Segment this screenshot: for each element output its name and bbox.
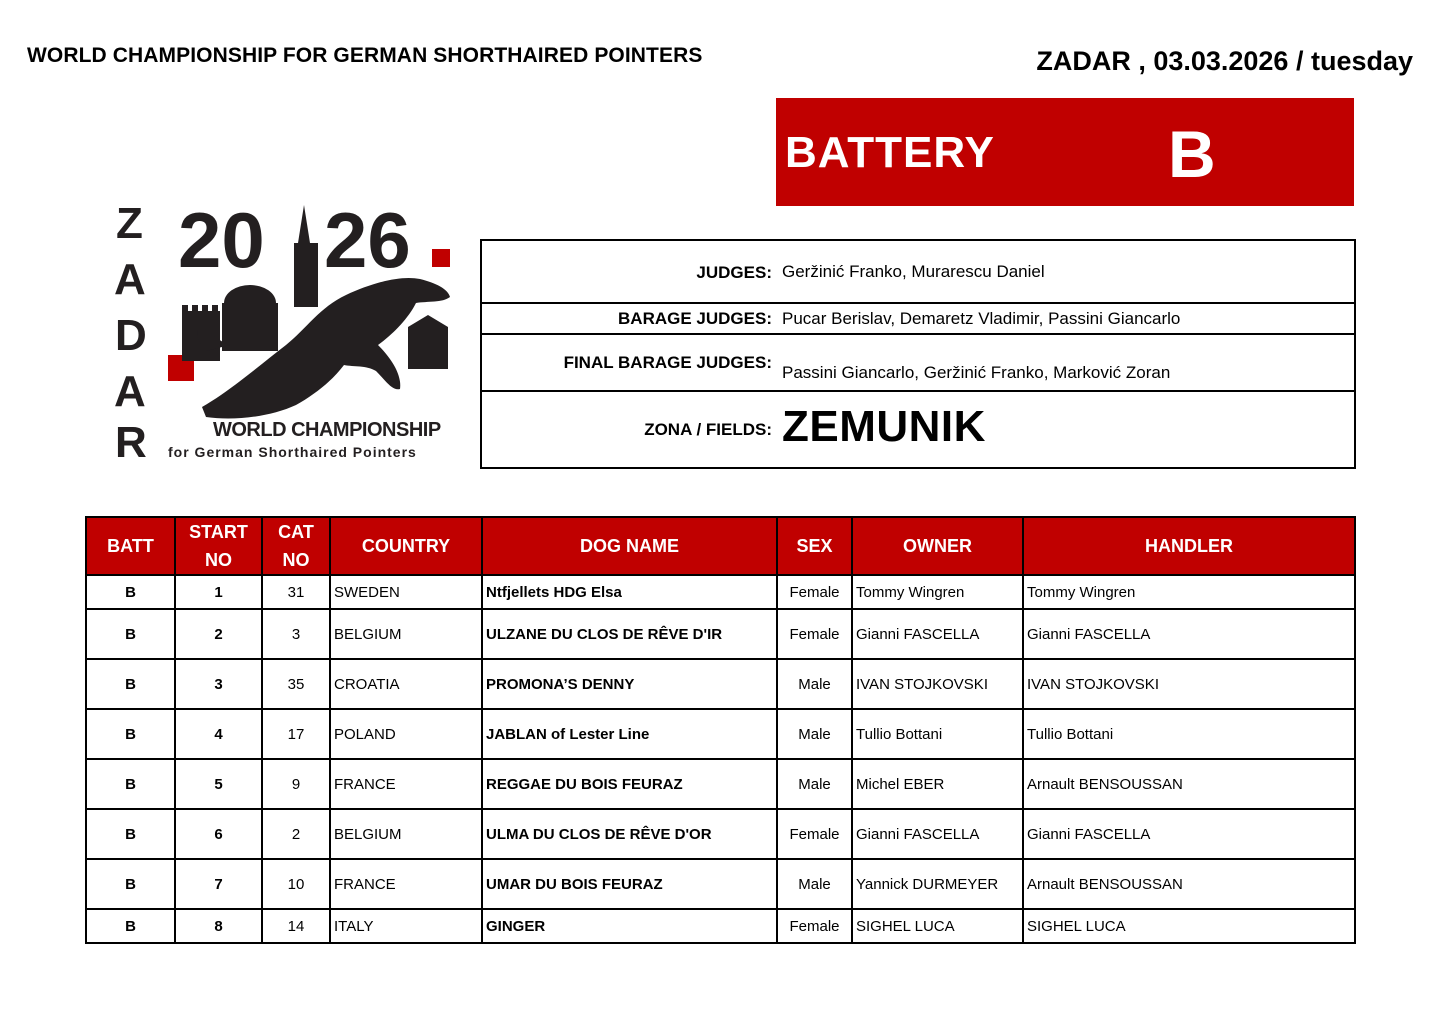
cell-country: BELGIUM: [330, 809, 482, 859]
header-owner: OWNER: [852, 517, 1023, 575]
table-row: [86, 859, 1355, 909]
logo-year-left: 20: [178, 196, 265, 284]
cell-owner: IVAN STOJKOVSKI: [852, 659, 1023, 709]
cell-sex: Male: [777, 659, 852, 709]
cell-start-no: 1: [175, 575, 262, 609]
cell-start-no: 6: [175, 809, 262, 859]
cell-country: ITALY: [330, 909, 482, 943]
cell-batt: B: [86, 859, 175, 909]
header-cat-line1: CAT: [278, 522, 314, 542]
cell-handler: Arnault BENSOUSSAN: [1023, 759, 1355, 809]
cell-owner: Michel EBER: [852, 759, 1023, 809]
cell-owner: Yannick DURMEYER: [852, 859, 1023, 909]
cell-sex: Male: [777, 859, 852, 909]
cell-batt: B: [86, 659, 175, 709]
header-start-line2: NO: [205, 550, 232, 570]
table-row: [86, 575, 1355, 609]
table-row: [86, 709, 1355, 759]
cell-batt: B: [86, 609, 175, 659]
cell-sex: Female: [777, 809, 852, 859]
cell-sex: Female: [777, 575, 852, 609]
header-handler: HANDLER: [1023, 517, 1355, 575]
zone-row: [482, 392, 1354, 465]
cell-handler: Tommy Wingren: [1023, 575, 1355, 609]
logo-red-square-top: [432, 249, 450, 267]
cell-country: FRANCE: [330, 759, 482, 809]
logo-letter-a1: A: [114, 255, 146, 304]
battery-letter: B: [1168, 117, 1216, 191]
table-row: [86, 759, 1355, 809]
header-dog-name: DOG NAME: [482, 517, 777, 575]
cell-cat-no: 14: [262, 909, 330, 943]
cell-batt: B: [86, 809, 175, 859]
battery-label: BATTERY: [785, 128, 995, 177]
cell-handler: Tullio Bottani: [1023, 709, 1355, 759]
barage-judges-value: Pucar Berislav, Demaretz Vladimir, Passini Giancarlo: [782, 309, 1181, 328]
cell-cat-no: 31: [262, 575, 330, 609]
final-barage-judges-label: FINAL BARAGE JUDGES:: [563, 353, 772, 372]
zone-label: ZONA / FIELDS:: [644, 420, 772, 439]
table-header-row: [86, 517, 1355, 575]
cell-batt: B: [86, 909, 175, 943]
cell-start-no: 4: [175, 709, 262, 759]
header-start-line1: START: [189, 522, 248, 542]
cell-handler: Gianni FASCELLA: [1023, 809, 1355, 859]
logo-letter-a2: A: [114, 367, 146, 416]
table-row: [86, 909, 1355, 943]
cell-cat-no: 2: [262, 809, 330, 859]
cell-dog-name: UMAR DU BOIS FEURAZ: [482, 859, 777, 909]
cell-country: POLAND: [330, 709, 482, 759]
cell-sex: Male: [777, 709, 852, 759]
cell-country: BELGIUM: [330, 609, 482, 659]
cell-batt: B: [86, 709, 175, 759]
judges-panel: [480, 239, 1356, 469]
judges-label: JUDGES:: [696, 263, 772, 282]
cell-sex: Male: [777, 759, 852, 809]
cell-country: SWEDEN: [330, 575, 482, 609]
header-start-no: [175, 517, 262, 575]
header-batt: BATT: [86, 517, 175, 575]
cell-owner: Tommy Wingren: [852, 575, 1023, 609]
judges-row: [482, 241, 1354, 304]
barage-judges-row: [482, 304, 1354, 335]
cell-batt: B: [86, 575, 175, 609]
cell-country: CROATIA: [330, 659, 482, 709]
cell-country: FRANCE: [330, 859, 482, 909]
cell-cat-no: 35: [262, 659, 330, 709]
logo-line-1: WORLD CHAMPIONSHIP: [213, 419, 441, 441]
logo-year-right: 26: [324, 196, 411, 284]
cell-cat-no: 10: [262, 859, 330, 909]
logo-letter-d: D: [115, 311, 147, 360]
header-country: COUNTRY: [330, 517, 482, 575]
start-list-table: [85, 516, 1356, 944]
zone-value: ZEMUNIK: [782, 402, 986, 451]
judges-value: Geržinić Franko, Murarescu Daniel: [782, 262, 1045, 281]
logo-letter-r: R: [115, 418, 147, 465]
barage-judges-label: BARAGE JUDGES:: [618, 309, 772, 328]
final-barage-judges-row: [482, 335, 1354, 392]
cell-start-no: 5: [175, 759, 262, 809]
cell-sex: Female: [777, 909, 852, 943]
cell-sex: Female: [777, 609, 852, 659]
cell-owner: Tullio Bottani: [852, 709, 1023, 759]
cell-handler: Arnault BENSOUSSAN: [1023, 859, 1355, 909]
cell-start-no: 3: [175, 659, 262, 709]
header-cat-no: [262, 517, 330, 575]
cell-owner: Gianni FASCELLA: [852, 609, 1023, 659]
cell-cat-no: 17: [262, 709, 330, 759]
cell-cat-no: 3: [262, 609, 330, 659]
cell-cat-no: 9: [262, 759, 330, 809]
cell-handler: Gianni FASCELLA: [1023, 609, 1355, 659]
logo-line-2: for German Shorthaired Pointers: [168, 444, 417, 460]
cell-dog-name: ULMA DU CLOS DE RÊVE D'OR: [482, 809, 777, 859]
cell-dog-name: PROMONA’S DENNY: [482, 659, 777, 709]
table-row: [86, 809, 1355, 859]
table-row: [86, 659, 1355, 709]
battery-banner: [776, 98, 1354, 206]
header-cat-line2: NO: [282, 550, 310, 570]
final-barage-judges-value: Passini Giancarlo, Geržinić Franko, Marković Zoran: [782, 363, 1171, 382]
championship-logo: [110, 195, 460, 465]
cell-owner: Gianni FASCELLA: [852, 809, 1023, 859]
cell-start-no: 2: [175, 609, 262, 659]
cell-owner: SIGHEL LUCA: [852, 909, 1023, 943]
header-sex: SEX: [777, 517, 852, 575]
cell-dog-name: REGGAE DU BOIS FEURAZ: [482, 759, 777, 809]
cell-start-no: 8: [175, 909, 262, 943]
cell-dog-name: GINGER: [482, 909, 777, 943]
document-title: WORLD CHAMPIONSHIP FOR GERMAN SHORTHAIRED POINTERS: [27, 44, 703, 67]
event-date: ZADAR , 03.03.2026 / tuesday: [1036, 46, 1413, 76]
cell-batt: B: [86, 759, 175, 809]
cell-start-no: 7: [175, 859, 262, 909]
logo-letter-z: Z: [116, 199, 143, 248]
cell-dog-name: ULZANE DU CLOS DE RÊVE D'IR: [482, 609, 777, 659]
cell-dog-name: JABLAN of Lester Line: [482, 709, 777, 759]
cell-handler: IVAN STOJKOVSKI: [1023, 659, 1355, 709]
table-row: [86, 609, 1355, 659]
cell-handler: SIGHEL LUCA: [1023, 909, 1355, 943]
cell-dog-name: Ntfjellets HDG Elsa: [482, 575, 777, 609]
